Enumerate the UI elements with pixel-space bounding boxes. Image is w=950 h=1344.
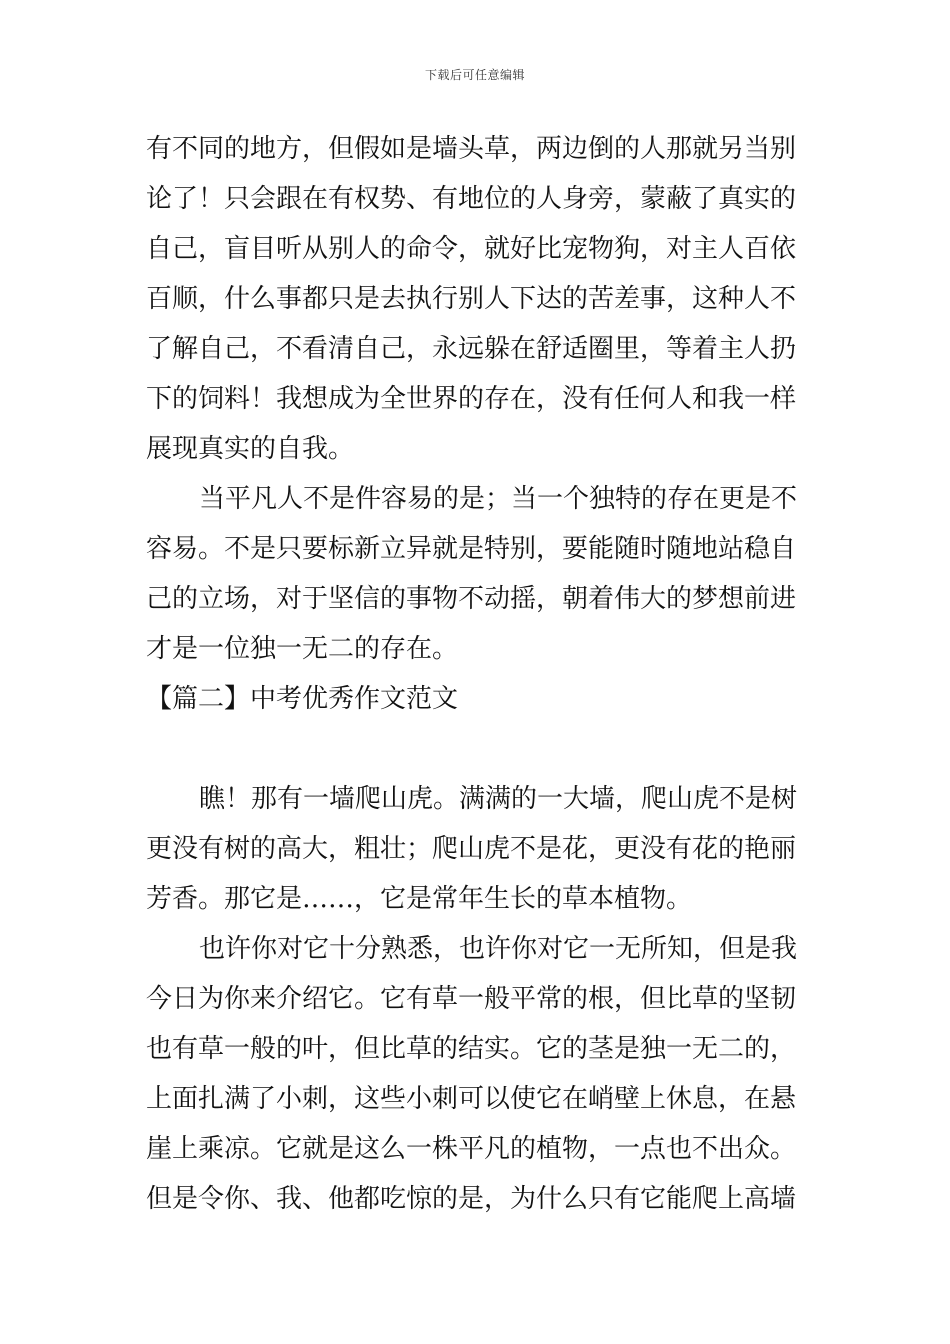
body-line: 更没有树的高大，粗壮；爬山虎不是花，更没有花的艳丽 [146,834,797,864]
blank-line [146,724,810,774]
body-line: 容易。不是只要标新立异就是特别，要能随时随地站稳自 [146,534,797,564]
page-header: 下载后可任意编辑 [424,68,525,82]
body-line: 有不同的地方，但假如是墙头草，两边倒的人那就另当别 [146,134,797,164]
body-line: 展现真实的自我。 [146,434,355,464]
body-line: 崖上乘凉。它就是这么一株平凡的植物，一点也不出众。 [146,1134,797,1164]
paragraph-start-line: 瞧！那有一墙爬山虎。满满的一大墙，爬山虎不是树 [199,784,798,814]
body-line: 己的立场，对于坚信的事物不动摇，朝着伟大的梦想前进 [146,584,797,614]
section-heading: 【篇二】中考优秀作文范文 [146,684,459,714]
body-line: 下的饲料！我想成为全世界的存在，没有任何人和我一样 [146,384,797,414]
document-body [146,124,810,1224]
body-line: 今日为你来介绍它。它有草一般平常的根，但比草的坚韧 [146,984,797,1014]
body-line: 芳香。那它是……，它是常年生长的草本植物。 [146,884,693,914]
body-line: 也有草一般的叶，但比草的结实。它的茎是独一无二的， [146,1034,797,1064]
body-line: 自己，盲目听从别人的命令，就好比宠物狗，对主人百依 [146,234,797,264]
body-line: 论了！只会跟在有权势、有地位的人身旁，蒙蔽了真实的 [146,184,797,214]
body-line: 百顺，什么事都只是去执行别人下达的苦差事，这种人不 [146,284,797,314]
body-line: 了解自己，不看清自己，永远躲在舒适圈里，等着主人扔 [146,334,797,364]
body-line: 才是一位独一无二的存在。 [146,634,459,664]
paragraph-start-line: 当平凡人不是件容易的是；当一个独特的存在更是不 [199,484,798,514]
body-line: 上面扎满了小刺，这些小刺可以使它在峭壁上休息，在悬 [146,1084,797,1114]
paragraph-start-line: 也许你对它十分熟悉，也许你对它一无所知，但是我 [199,934,798,964]
body-line: 但是令你、我、他都吃惊的是，为什么只有它能爬上高墙 [146,1184,797,1214]
